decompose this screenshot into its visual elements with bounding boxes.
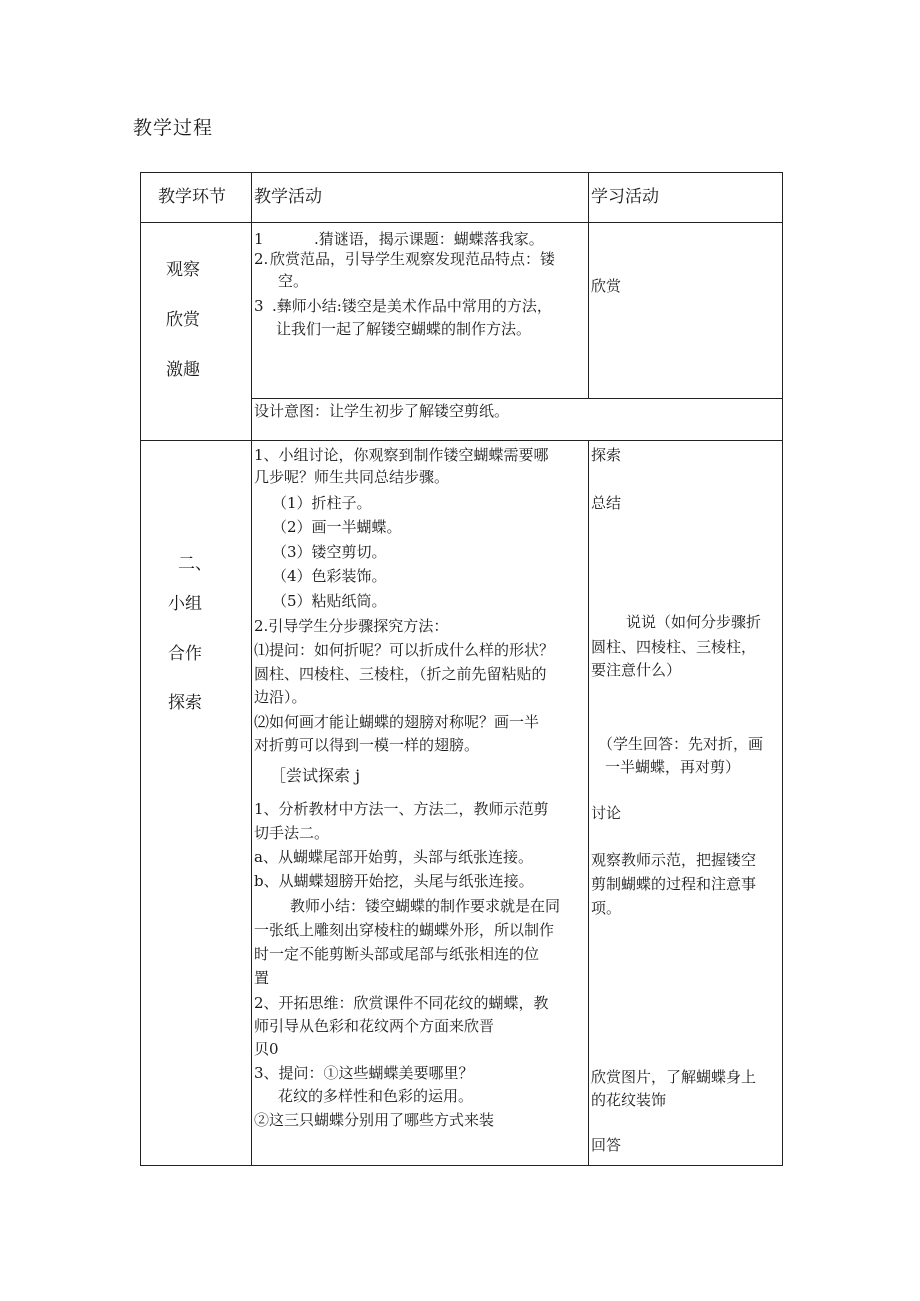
row-divider-section	[140, 440, 783, 441]
col-divider-2b	[588, 440, 589, 1166]
s2-student-line: 的花纹装饰	[591, 1091, 667, 1109]
s2-teacher-line: 圆柱、四棱柱、三棱柱，（折之前先留粘贴的	[254, 665, 547, 683]
stage1-line-3: 激趣	[166, 360, 200, 380]
row-divider-header	[140, 222, 783, 223]
s2-teacher-line: 置	[254, 969, 270, 987]
stage2-line-4: 探索	[168, 693, 202, 713]
s2-teacher-line: ⑵如何画才能让蝴蝶的翅膀对称呢？画一半	[254, 713, 540, 731]
s2-student-line: 剪制蝴蝶的过程和注意事	[591, 875, 757, 893]
page-title: 教学过程	[133, 117, 214, 139]
s2-student-line: 探索	[591, 446, 622, 464]
s2-student-line: （学生回答：先对折，画	[598, 735, 764, 753]
s2-teacher-line: 花纹的多样性和色彩的运用。	[278, 1087, 474, 1105]
s2-teacher-line: 1、小组讨论，你观察到制作镂空蝴蝶需要哪	[254, 446, 549, 464]
s2-teacher-line: 教师小结：镂空蝴蝶的制作要求就是在同	[290, 897, 561, 915]
s1-item-text: 欣赏范品，引导学生观察发现范品特点：镂	[270, 250, 556, 268]
s1-item-number: 3	[254, 297, 264, 315]
s2-teacher-line: （2）画一半蝴蝶。	[272, 518, 402, 536]
header-stage: 教学环节	[158, 187, 226, 207]
s2-teacher-line: ⑴提问：如何折呢？可以折成什么样的形状？	[254, 641, 555, 659]
s2-teacher-line: 3、提问：①这些蝴蝶美要哪里？	[254, 1064, 474, 1082]
stage2-line-2: 小组	[168, 594, 202, 614]
s2-student-line: 说说（如何分步骤折	[626, 613, 762, 631]
s2-teacher-line: b、从蝴蝶翅膀开始挖，头尾与纸张连接。	[254, 872, 534, 890]
s2-teacher-line: 师引导从色彩和花纹两个方面来欣晋	[254, 1017, 495, 1035]
s1-item-text: 空。	[278, 272, 309, 290]
s1-item-text: 让我们一起了解镂空蝴蝶的制作方法。	[276, 320, 532, 338]
s2-teacher-line: （1）折柱子。	[272, 494, 372, 512]
col-divider-2a	[588, 172, 589, 398]
s2-student-line: 观察教师示范，把握镂空	[591, 851, 757, 869]
s2-teacher-line: ②这三只蝴蝶分别用了哪些方式来装	[254, 1111, 495, 1129]
stage1-line-2: 欣赏	[166, 310, 200, 330]
s2-teacher-line: 2.引导学生分步骤探究方法：	[254, 617, 449, 635]
s2-student-line: 一半蝴蝶，再对剪）	[605, 758, 741, 776]
s2-teacher-line: 时一定不能剪断头部或尾部与纸张相连的位	[254, 945, 540, 963]
stage2-line-1: 二、	[178, 554, 212, 574]
stage1-line-1: 观察	[166, 260, 200, 280]
s2-teacher-line: 几步呢？师生共同总结步骤。	[254, 468, 450, 486]
stage2-line-3: 合作	[168, 644, 202, 664]
s1-item-number: 1	[254, 230, 264, 248]
s1-item-text: .彝师小结:镂空是美术作品中常用的方法，	[272, 297, 552, 315]
s2-teacher-line: 贝0	[254, 1040, 279, 1058]
s2-student-line: 欣赏图片，了解蝴蝶身上	[591, 1068, 757, 1086]
s2-student-line: 回答	[591, 1136, 622, 1154]
s2-teacher-line: 1、分析教材中方法一、方法二，教师示范剪	[254, 800, 549, 818]
s2-teacher-line: （4）色彩装饰。	[272, 567, 387, 585]
s2-student-line: 项。	[591, 899, 622, 917]
design-intent: 设计意图：让学生初步了解镂空剪纸。	[254, 402, 510, 420]
s2-teacher-line: 切手法二。	[254, 824, 330, 842]
s2-student-line: 要注意什么）	[591, 661, 682, 679]
s2-teacher-line: 2、开拓思维：欣赏课件不同花纹的蝴蝶，教	[254, 994, 549, 1012]
s2-student-line: 圆柱、四棱柱、三棱柱，	[591, 638, 757, 656]
s2-teacher-line: （3）镂空剪切。	[272, 543, 387, 561]
s2-teacher-line: 边沿）。	[254, 688, 307, 706]
header-teacher-activity: 教学活动	[254, 187, 322, 207]
s2-teacher-line: 一张纸上雕刻出穿棱柱的蝴蝶外形，所以制作	[254, 921, 555, 939]
s2-teacher-line: ［尝试探索 j	[270, 766, 361, 785]
s2-student-line: 讨论	[591, 804, 622, 822]
s2-teacher-line: 对折剪可以得到一模一样的翅膀。	[254, 736, 480, 754]
s1-item-number: 2.	[254, 250, 269, 268]
s2-teacher-line: （5）粘贴纸筒。	[272, 592, 387, 610]
row-divider-intent	[251, 398, 783, 399]
s2-student-line: 总结	[591, 494, 622, 512]
header-student-activity: 学习活动	[591, 187, 659, 207]
s2-teacher-line: a、从蝴蝶尾部开始剪，头部与纸张连接。	[254, 848, 533, 866]
col-divider-1	[251, 172, 252, 1166]
s1-student-activity: 欣赏	[591, 277, 622, 295]
s1-item-text: .猜谜语，揭示课题：蝴蝶落我家。	[314, 230, 544, 248]
